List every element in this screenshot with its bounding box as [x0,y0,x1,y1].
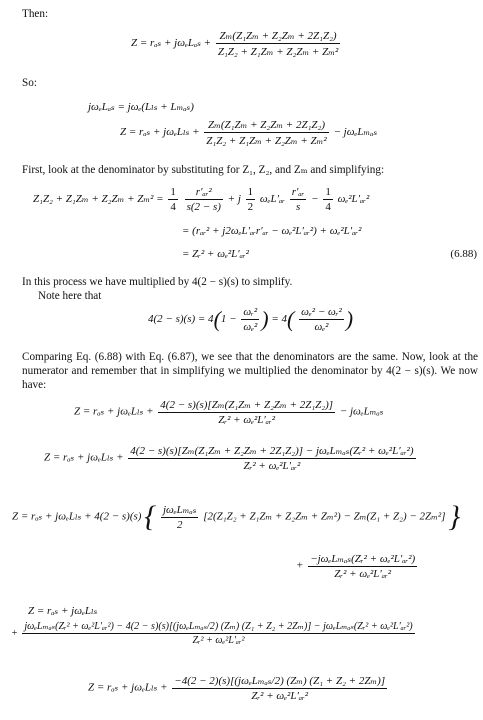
eq4-half: $\frac{1}{2}$ [247,186,254,213]
eq4-plus-j: + j [227,193,241,206]
eq4-lhs: Z₁Z₂ + Z₁Zₘ + Z₂Zₘ + Zₘ² = [33,193,164,206]
eq8-open-brace: { [144,500,157,533]
eq7-lhs: Z = rₐₛ + jωₑLₗₛ + [44,451,124,464]
text-first-look: First, look at the denominator by substituting for Z₁, Z₂, and Zₘ and simplifying: [22,164,385,176]
text-comparing: Comparing Eq. (6.88) with Eq. (6.87), we see that the denominators are the same. Now, look at the numerator and remember that in simplifying we multiplied the denominator by 4(2 − s)(s). We now have: [22,351,478,391]
eq4-quarter: $\frac{1}{4}$ [170,186,176,213]
eq8-close-brace: } [448,500,461,533]
eq6-fraction: $\frac{\text{4(2 − s)(s)[Zₘ(Z₁Zₘ + Z₂Zₘ + 2Z₁Z₂)]}}{\text{Zᵣ² + ωₑ²L′ₐᵣ²}}$ [160,399,334,426]
equation-impedance-5-continuation [296,552,419,580]
text-then: Then: [22,8,49,20]
eq5-lhs: 4(2 − s)(s) = 4 [148,313,214,326]
eq3-tail: − jωₑLₘₐₛ [333,126,378,139]
eq5-close-paren-2: ) [345,306,354,332]
eq6-lhs: Z = rₐₛ + jωₑLₗₛ + [74,405,154,418]
eq3-numerator: Zₘ(Z₁Zₘ + Z₂Zₘ + 2Z₁Z₂) [204,118,328,133]
equation-denominator [33,186,369,213]
eq5-open-paren: ( [213,306,221,332]
eq5-open-paren-2: ( [287,306,295,332]
eq3-fraction [204,118,328,147]
eq8-bracket: [2(Z₁Z₂ + Z₁Zₘ + Z₂Zₘ + Zₘ²) − Zₘ(Z₁ + Z₂) − 2Zₘ²] [203,510,446,523]
eq7-fraction: 4(2 − s)(s)[Zₘ(Z₁Zₘ + Z₂Zₘ + 2Z₁Z₂)] − jωₑLₘₐₛ(Zᵣ² + ωₑ²L′ₐᵣ²) Zᵣ² + ωₑ²L′ₐᵣ² [130,445,414,472]
equation-impedance-6-continuation [11,621,417,646]
equation-impedance-5 [12,500,460,534]
equation-impedance-3 [74,398,383,426]
eq3-lhs: Z = rₐₛ + jωₑLₗₛ + [120,126,200,139]
text-so: So: [22,77,37,89]
eq5-eq: = 4 [271,313,288,326]
eq4-line-2: = (rₐᵣ² + j2ωₑL′ₐᵣr′ₐᵣ − ωₑ²L′ₐᵣ²) + ωₑ²L′ₐᵣ² [182,225,362,237]
eq4-tail: ωₑ²L′ₐᵣ² [337,193,370,206]
equation-jwelas: jωₑLₐₛ = jωₑ(Lₗₛ + Lₘₐₛ) [88,101,194,113]
eq9-plus: + [296,559,304,572]
eq4-mid: ωₑL′ₐᵣ [259,193,286,206]
eq4-quarter-2: $\frac{1}{4}$ [325,186,331,213]
equation-impedance-6: Z = rₐₛ + jωₑLₗₛ [28,605,98,617]
eq11-plus: + [11,627,18,639]
equation-impedance-4 [44,444,418,472]
eq8-lhs: Z = rₐₛ + jωₑLₗₛ + 4(2 − s)(s) [12,510,142,523]
eq4-rs-fraction: $\frac{\text{r′ₐᵣ}}{s}$ [291,186,305,213]
eq5-close-paren: ) [261,306,269,332]
equation-impedance-2 [120,118,377,147]
eq6-tail: − jωₑLₘₐₛ [339,405,384,418]
equation-slip-identity: 4(2 − s)(s) = 4(1 − $\frac{\text{ωᵣ²}}{\text{ωₑ²}}$ ) = 4( $\frac{\text{ωₑ² − ωᵣ²}}{\text{ωₑ²}}$ ) [148,306,354,333]
eq5-inner-fraction: $\frac{\text{ωᵣ²}}{\text{ωₑ²}}$ [243,306,258,333]
eq9-fraction: $\frac{\text{−jωₑLₘₐₛ(Zᵣ² + ωₑ²L′ₐᵣ²)}}{\text{Zᵣ² + ωₑ²L′ₐᵣ²}}$ [310,553,416,580]
eq4-minus: − [311,193,319,206]
eq4-line-3: = Zᵣ² + ωₑ²L′ₐᵣ² [182,248,249,260]
equation-impedance-1 [131,29,342,58]
eq1-denominator: Z₁Z₂ + Z₁Zₘ + Z₂Zₘ + Zₘ² [217,46,339,58]
eq11-fraction: jωₑLₘₐₛ(Zᵣ² + ωₑ²L′ₐᵣ²) − 4(2 − s)(s)[(jωₑLₘₐₛ/2) (Zₘ) (Z₁ + Z₂ + 2Zₘ)] − jωₑLₘₐₛ(Zᵣ² + ωₑ²L′ₐᵣ²) Zᵣ² + ωₑ²L′ₐᵣ² [24,621,413,646]
eq3-denominator: Z₁Z₂ + Z₁Zₘ + Z₂Zₘ + Zₘ² [206,135,327,147]
eq5-fraction: $\frac{\text{ωₑ² − ωᵣ²}}{\text{ωₑ²}}$ [301,306,342,333]
eq8-fraction: $\frac{\text{jωₑLₘₐₛ}}{2}$ [162,504,197,531]
text-multiplied: In this process we have multiplied by 4(2 − s)(s) to simplify. [22,276,293,288]
text-note-here: Note here that [38,290,102,302]
eq1-fraction [216,29,340,58]
eq12-lhs: Z = rₐₛ + jωₑLₗₛ + [88,681,168,694]
equation-number: (6.88) [450,248,477,260]
eq1-numerator: Zₘ(Z₁Zₘ + Z₂Zₘ + 2Z₁Z₂) [216,29,340,44]
eq12-fraction: $\frac{\text{−4(2 − 2)(s)[(jωₑLₘₐₛ/2) (Zₘ) (Z₁ + Z₂ + 2Zₘ)]}}{\text{Zᵣ² + ωₑ²L′ₐᵣ²}}$ [174,675,386,702]
equation-impedance-7 [88,674,389,702]
eq4-r-fraction: $\frac{\text{r′ₐᵣ²}}{s(2 - s)}$ [186,186,221,213]
eq1-lhs: Z = rₐₛ + jωₑLₐₛ + [131,37,212,50]
